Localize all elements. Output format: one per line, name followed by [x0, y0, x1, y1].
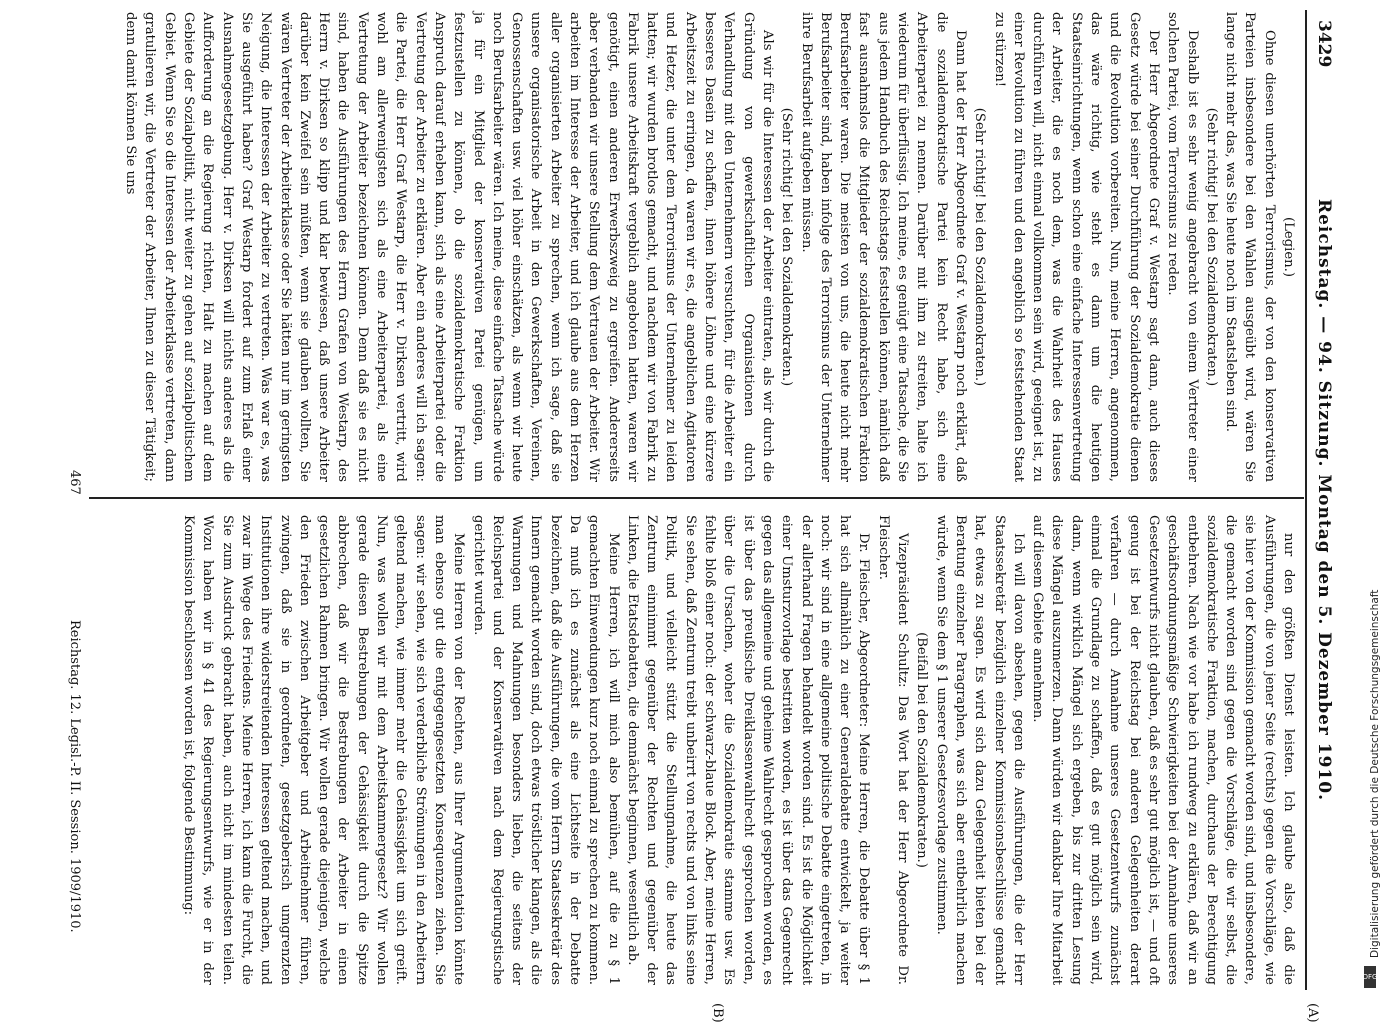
- dfg-logo-text: DFG: [1362, 973, 1378, 981]
- paragraph: Ich will davon absehen, gegen die Ausführungen, die der Herr Staatssekretär bezüglich einzelner Kommissionsbeschlüsse gemacht hat, etwas zu sagen. Es wird sich dazu Gelegenheit bieten bei der Beratung einzelner Paragraphen, was sich aber entbehrlich machen würde, wenn Sie dem § 1 unserer Gesetzesvorlage zustimmen.: [933, 515, 1026, 985]
- paragraph: (Sehr richtig! bei den Sozialdemokraten.): [1203, 107, 1219, 387]
- session-title: Reichstag. — 94. Sitzung. Montag den 5. Dezember 1910.: [1314, 198, 1334, 802]
- paragraph: nur den größten Dienst leisten. Ich glaube also, daß die Ausführungen, die von jener Seite (rechts) gegen die Vorschläge, wie sie hier von der Kommission gemacht worden sind, und insbesondere, die gemacht worden sind gegen die Vorschläge, die wir selbst, die sozialdemokratische Fraktion, machen, durchaus der Berechtigung entbehren. Nach wie vor habe ich rundweg zu erklären, daß wir an geschäftsordnungsmäßige Schwierigkeiten bei der Annahme unseres Gesetzentwurfs nicht glauben, daß es sehr gut möglich ist, — und oft genug ist bei der Reichstag bei anderen Gelegenheiten derart verfahren — durch Annahme unseres Gesetzentwurfs zunächst einmal die Grundlage zu schaffen, daß es gut möglich sein wird, dann, wenn wirklich Mängel sich ergeben, bis zur dritten Lesung diese Mängel auszumerzen. Dann würden wir dankbar Ihre Mitarbeit auf diesem Gebiete annehmen.: [1030, 515, 1296, 985]
- paragraph: Deshalb ist es sehr wenig angebracht von einem Vertreter einer solchen Partei, vom Terrorismus zu reden.: [1165, 12, 1200, 482]
- page-header: [1308, 10, 1340, 990]
- paragraph: Dr. Fleischer, Abgeordneter: Meine Herren, die Debatte über § 1 hat sich allmählich zu einer Generaldebatte entwickelt, ja weiter noch: wir sind in eine allgemeine politische Debatte eingetreten, in der allerhand Fragen behandelt worden sind. Es ist die Möglichkeit einer Umsturzvorlage bestritten worden, es ist über das Gegenrecht gegen das allgemeine und geheime Wahlrecht gesprochen worden, es ist über das preußische Dreiklassenwahlrecht gesprochen worden, über die Ursachen, woher die Sozialdemokratie stamme usw. Es fehlte bloß einer noch: der schwarz-blaue Block. Aber, meine Herren, Sie sehen, daß Zentrum treibt unbeirrt von rechts und von links seine Politik, und vielleicht stützt die Stellungnahme, die heute das Zentrum einnimmt gegenüber der Rechten und gegenüber der Linken, die Etatsdebatten, die demnächst beginnen, wesentlich ab.: [624, 515, 872, 985]
- paragraph: (Legien.): [1281, 216, 1296, 277]
- rotated-sheet: [50, 0, 1340, 1023]
- paragraph: Meine Herren von der Rechten, aus Ihrer Argumentation könnte man ebenso gut die entgegengesetzten Konsequenzen ziehen. Sie sagen: wir sehen, wie sich verderbliche Strömungen in den Arbeitern geltend machen, wie immer mehr die Gehässigkeit um sich greift. Nun, was wollen wir mit dem Arbeitskammergesetz? Wir wollen gerade diesen Bestrebungen der Gehässigkeit durch die Spitze abbrechen, daß wir die Bestrebungen der Arbeiter in einen gesetzlichen Rahmen bringen. Wir wollen gerade diejenigen, welche den Frieden zwischen Arbeitgeber und Arbeitnehmer führen, zwingen, daß sie in geordneten, gesetzgeberisch umgrenzten Institutionen ihre widerstreitenden Interessen geltend machen, und zwar im Wege des Friedens. Meine Herren, ich kann die Furcht, die Sie zum Ausdruck gebracht haben, auch nicht im mindesten teilen. Wozu haben wir in § 41 des Regierungsentwurfs, wie er in der Kommission beschlossen worden ist, folgende Bestimmung:: [181, 515, 467, 985]
- paragraph: Der Herr Abgeordnete Graf v. Westarp sagt dann, auch dieses Gesetz würde bei seiner Durchführung der Sozialdemokratie dienen und die Revolution vorbereiten. Nun, meine Herren, angenommen, das wäre richtig, wie steht es dann um die heutigen Staatseinrichtungen, wenn schon eine einfache Interessenvertretung der Arbeiter, die es noch dem, was die Wahrheit des Hauses durchführen will, nicht einmal vollkommen sein wird, geeignet ist, zu einer Revolution zu führen und den angeblich so feststehenden Staat zu stürzen!: [991, 12, 1161, 482]
- margin-marker-b: (B): [710, 1003, 725, 1023]
- dfg-logo: [1364, 966, 1376, 988]
- column-divider: [89, 497, 1304, 499]
- footer-session: Reichstag. 12. Legisl.-P. II. Session. 1909/1910.: [67, 620, 82, 933]
- paragraph: Ohne diesen unerhörten Terrorismus, der von den konservativen Parteien insbesondere bei den Wahlen ausgeübt wird, wären Sie lange nicht mehr das, was Sie heute noch im Staatsleben sind.: [1223, 12, 1277, 482]
- paragraph: Vizepräsident Schultz: Das Wort hat der Herr Abgeordnete Dr. Fleischer.: [875, 515, 911, 985]
- page-number: 3429: [1314, 20, 1334, 68]
- paragraph: Als wir für die Interessen der Arbeiter eintraten, als wir durch die Gründung von gewerkschaftlichen Organisationen durch Verhandlung mit den Unternehmern versuchten, für die Arbeiter ein besseres Dasein zu schaffen, ihnen höhere Löhne und eine kürzere Arbeitszeit zu erringen, da waren wir es, die angeblichen Agitatoren und Hetzer, die unter dem Terrorismus der Unternehmer zu leiden hatten; wir wurden brotlos gemacht, und nachdem wir von Fabrik zu Fabrik unsere Arbeitskraft vergeblich angeboten hatten, waren wir genötigt, einen anderen Erwerbszweig zu ergreifen. Andererseits aber verbanden wir unsere Stellung dem Vertrauen der Arbeiter. Wir arbeiten im Interesse der Arbeiter, und ich glaube aus dem Herzen aller organisierten Arbeiter zu sprechen, wenn ich sage, daß sie unsere organisatorische Arbeit in den Gewerkschaften, Vereinen, Genossenschaften usw. viel höher einschätzen, als wenn wir heute noch Berufsarbeiter wären. Ich meine, diese einfache Tatsache würde ja für ein Mitglied der konservativen Partei genügen, um festzustellen zu können, ob die sozialdemokratische Fraktion Anspruch darauf erheben kann, sich als eine Arbeiterpartei oder die Vertretung der Arbeiter zu erklären. Aber ein anderes will ich sagen: die Partei, die Herr Graf Westarp, die Herr v. Dirksen vertritt, wird wohl am allerwenigsten sich als eine Arbeiterpartei, als eine Vertretung der Arbeiter bezeichnen können. Denn daß sie es nicht sind, haben die Ausführungen des Herrn Grafen von Westarp, des Herrn v. Dirksen so klipp und klar bewiesen, daß unsere Arbeiter darüber kein Zweifel sein müßten, wenn sie glauben wollten, Sie wären Vertreter der Arbeiterklasse oder Sie hätten nur im geringsten Neigung, die Interessen der Arbeiter zu vertreten. Was war es, was Sie ausgeführt haben? Graf Westarp fordert auf zum Erlaß einer Ausnahmegesetzgebung. Herr v. Dirksen will nichts anderes als die Aufforderung an die Regierung richten, Halt zu machen auf dem Gebiete der Sozialpolitik, nicht weiter zu gehen auf sozialpolitischem Gebiet. Wenn Sie so die Interessen der Arbeiterklasse vertreten, dann gratulieren wir, die Vertreter der Arbeiter, Ihnen zu dieser Tätigkeit; denn damit können Sie uns: [123, 12, 775, 482]
- footer-page: 467: [67, 470, 82, 495]
- paragraph: Meine Herren, ich will mich also bemühen, auf die zu § 1 gemachten Einwendungen kurz noch einmal zu sprechen zu kommen. Da muß ich es zunächst als eine Lichtseite in der Debatte bezeichnen, daß die Ausführungen, die vom Herrn Staatssekretär des Innern gemacht worden sind, doch etwas tröstlicher klangen, als die Warnungen und Mahnungen besonders lieben, die seitens der Reichspartei und der Konservativen nach dem Regierungstische gerichtet wurden.: [470, 515, 621, 985]
- column-right: [179, 515, 1298, 985]
- paragraph: (Sehr richtig! bei den Sozialdemokraten.): [779, 107, 795, 387]
- paragraph: Dann hat der Herr Abgeordnete Graf v. Westarp noch erklärt, daß die sozialdemokratische Partei kein Recht habe, sich eine Arbeiterpartei zu nennen. Darüber mit ihm zu streiten, halte ich wiederum für überflüssig. Ich meine, es genügt eine Tatsache, die Sie aus jedem Handbuch des Reichstags feststellen können, nämlich daß fast ausnahmslos die Mitglieder der sozialdemokratischen Fraktion Berufsarbeiter waren. Die meisten von uns, die heute nicht mehr Berufsarbeiter sind, haben infolge des Terrorismus der Unternehmer ihre Berufsarbeit aufgeben müssen.: [798, 12, 968, 482]
- column-left: [121, 12, 1298, 482]
- digitization-credit: [1367, 589, 1381, 958]
- margin-marker-a: (A): [1305, 1003, 1320, 1023]
- paragraph: (Beifall bei den Sozialdemokraten.): [914, 632, 930, 868]
- credit-text: Digitalisierung gefördert durch die Deutsche Forschungsgemeinschaft: [1369, 589, 1381, 958]
- paragraph: (Sehr richtig! bei den Sozialdemokraten.): [972, 107, 988, 387]
- header-rule: [1305, 10, 1307, 990]
